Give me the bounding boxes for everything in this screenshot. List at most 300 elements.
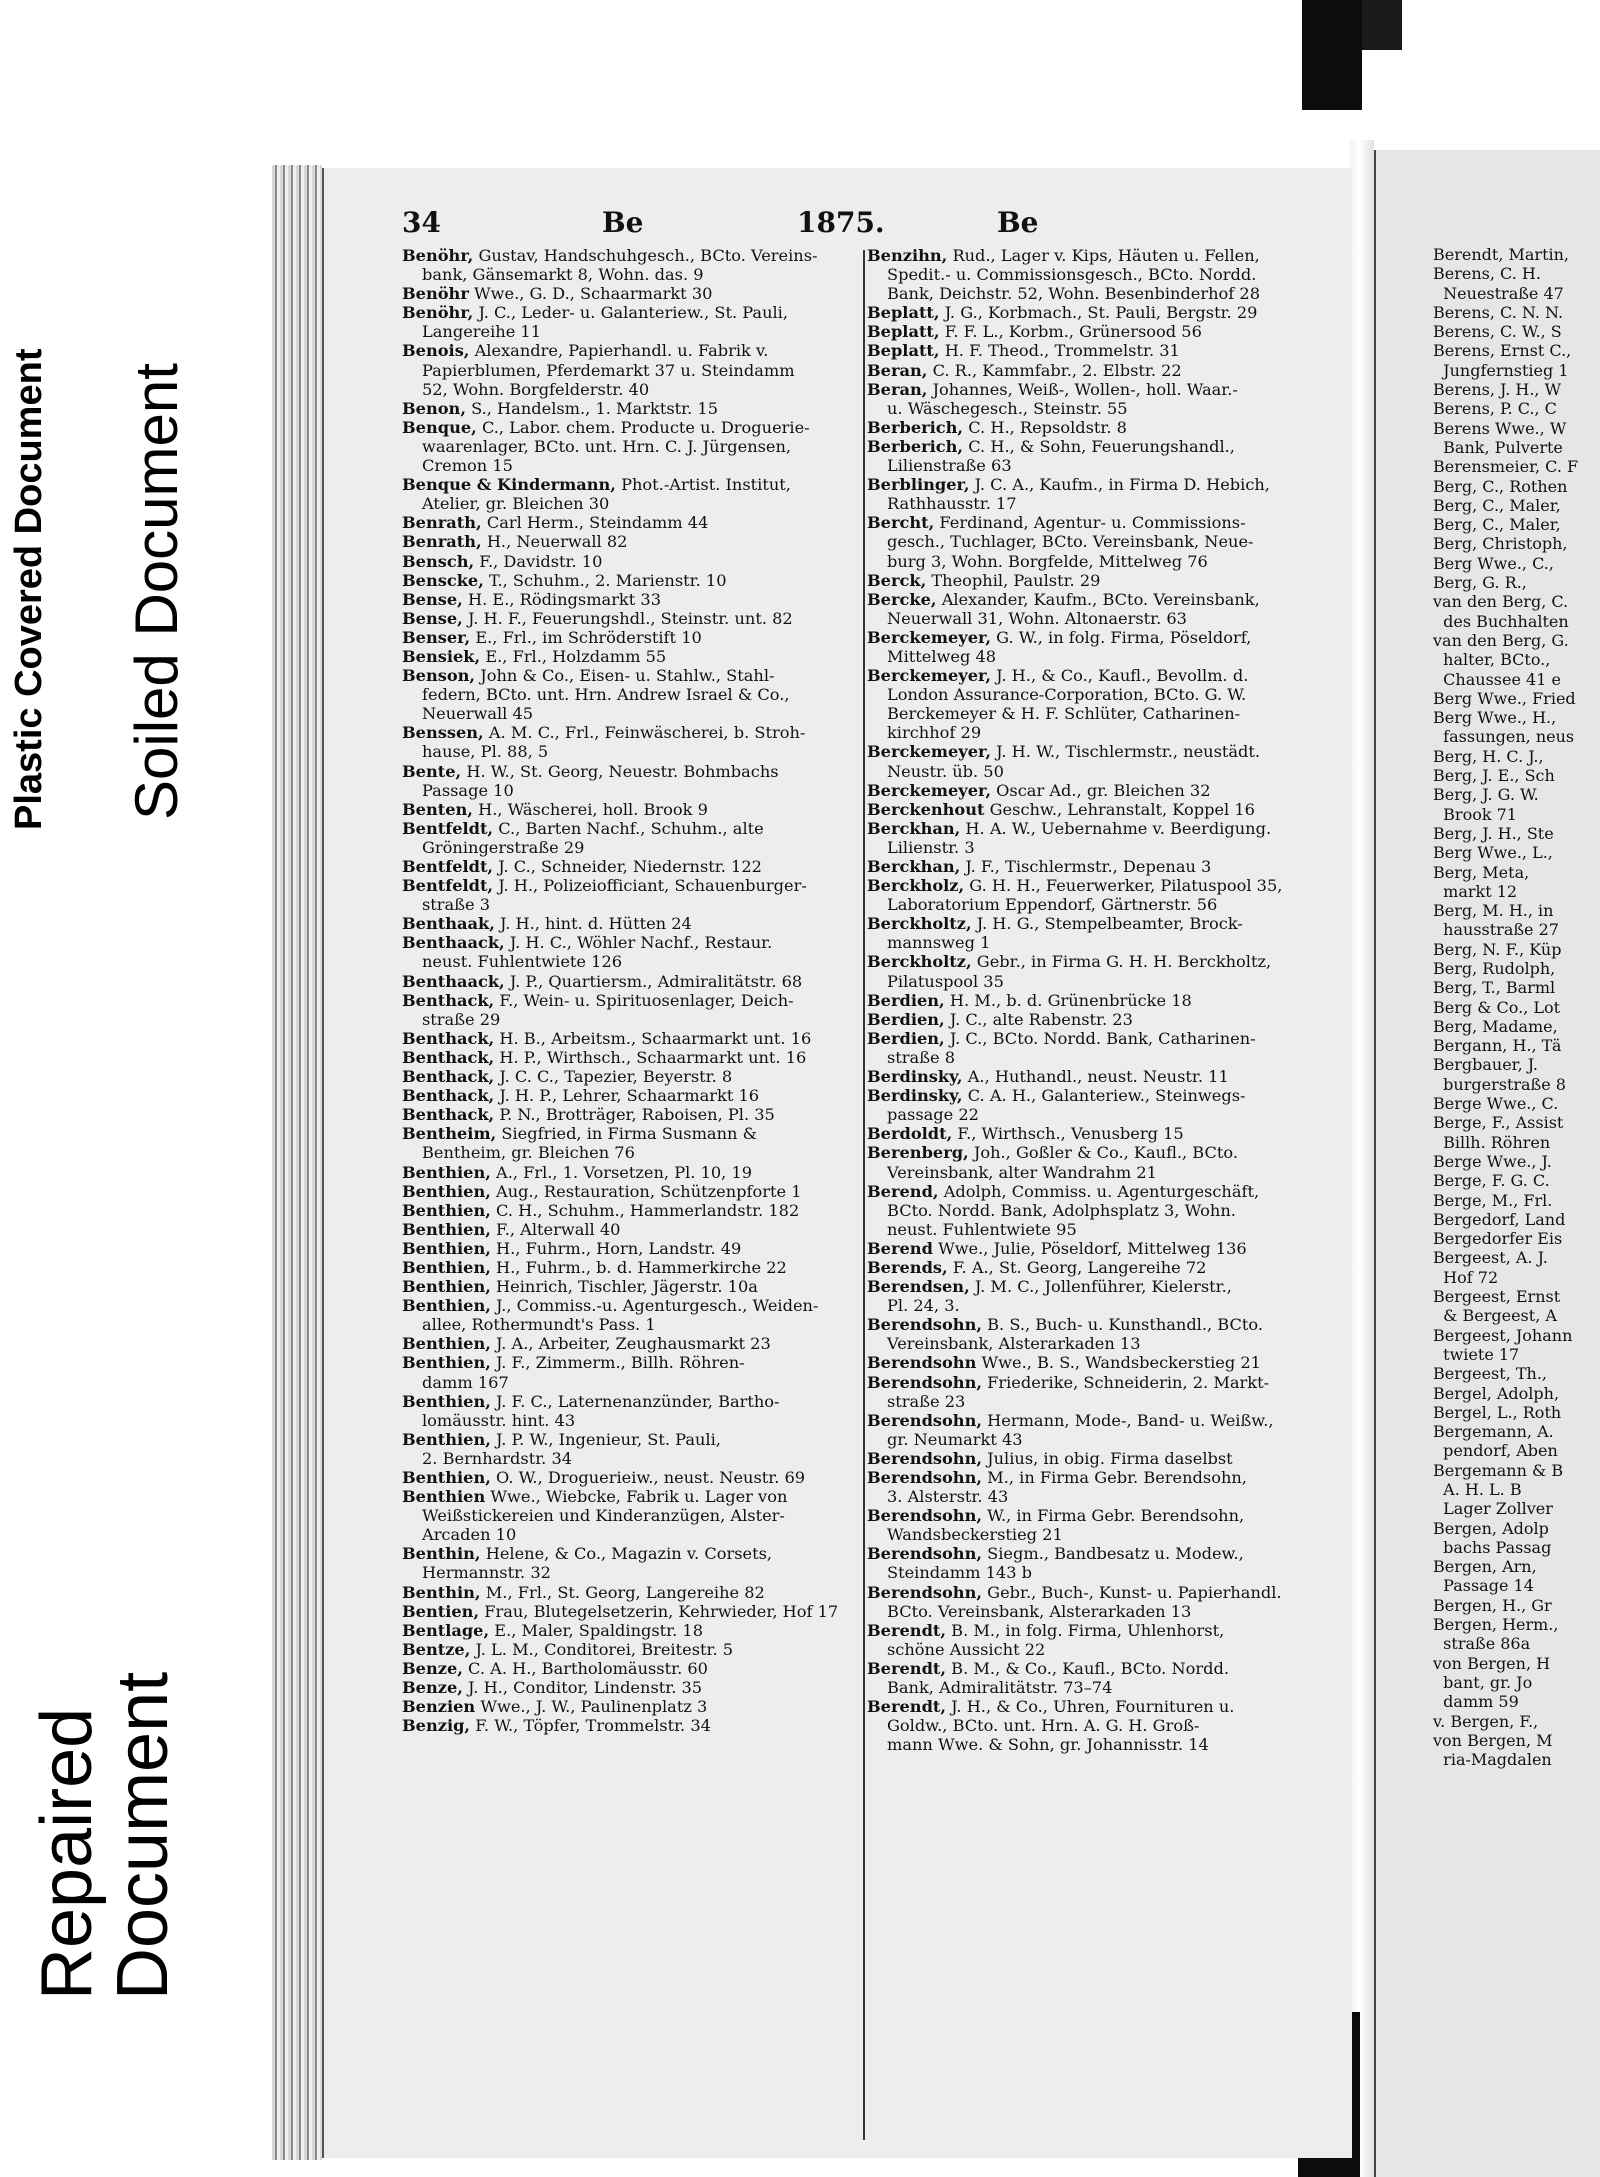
directory-entry bbox=[402, 800, 942, 819]
entry-text: Carl Herm., Steindamm 44 bbox=[486, 513, 709, 533]
directory-entry bbox=[867, 1353, 1317, 1372]
entry-text: bank, Gänsemarkt 8, Wohn. das. 9 bbox=[422, 265, 704, 285]
entry-text: F. W., Töpfer, Trommelstr. 34 bbox=[475, 1716, 711, 1736]
entry-text: E., Maler, Spaldingstr. 18 bbox=[494, 1620, 704, 1640]
adjacent-page-line: Passage 14 bbox=[1433, 1576, 1534, 1596]
entry-name: Beran, bbox=[867, 379, 928, 399]
entry-text: mann Wwe. & Sohn, gr. Johannisstr. 14 bbox=[887, 1735, 1209, 1755]
entry-name: Bercke, bbox=[867, 589, 937, 609]
adjacent-page-line: von Bergen, H bbox=[1433, 1653, 1551, 1673]
directory-entry bbox=[867, 1544, 1317, 1582]
entry-text: Oscar Ad., gr. Bleichen 32 bbox=[996, 780, 1211, 800]
entry-name: Benze, bbox=[402, 1658, 463, 1678]
entry-text: Berckemeyer & H. F. Schlüter, Catharinen- bbox=[887, 704, 1241, 724]
left-column bbox=[402, 246, 942, 2146]
entry-name: Benthien, bbox=[402, 1277, 491, 1297]
adjacent-page-line: halter, BCto., bbox=[1433, 650, 1551, 670]
entry-name: Benzig, bbox=[402, 1716, 471, 1736]
entry-name: Benthien, bbox=[402, 1296, 491, 1316]
binder-clip-top-shadow bbox=[1362, 0, 1402, 50]
adjacent-page-line: Berge, M., Frl. bbox=[1433, 1190, 1553, 1210]
entry-text: Wwe., B. S., Wandsbeckerstieg 21 bbox=[981, 1353, 1261, 1373]
directory-entry bbox=[867, 1010, 1317, 1029]
entry-name: Benthien, bbox=[402, 1200, 491, 1220]
entry-name: Berend, bbox=[867, 1181, 939, 1201]
entry-name: Berendsohn, bbox=[867, 1372, 982, 1392]
directory-entry bbox=[867, 418, 1317, 437]
adjacent-page-line: Bergemann, A. bbox=[1433, 1422, 1554, 1442]
entry-text: J. C., BCto. Nordd. Bank, Catharinen- bbox=[949, 1028, 1256, 1048]
entry-text: J. F. C., Laternenanzünder, Bartho- bbox=[496, 1391, 780, 1411]
entry-name: Benthack, bbox=[402, 1067, 495, 1087]
left-heading: Be bbox=[602, 206, 644, 239]
entry-text: Vereinsbank, Alsterarkaden 13 bbox=[887, 1334, 1141, 1354]
adjacent-page-line: damm 59 bbox=[1433, 1692, 1519, 1712]
directory-entry bbox=[402, 762, 942, 800]
adjacent-page-line: Berg, N. F., Küp bbox=[1433, 939, 1562, 959]
adjacent-page-line: twiete 17 bbox=[1433, 1344, 1520, 1364]
entry-name: Benthack, bbox=[402, 1028, 495, 1048]
entry-text: Alexandre, Papierhandl. u. Fabrik v. bbox=[474, 341, 769, 361]
directory-entry bbox=[402, 418, 942, 475]
directory-entry bbox=[402, 1430, 942, 1468]
directory-entry bbox=[402, 1640, 942, 1659]
entry-text: Neuerwall 31, Wohn. Altonaerstr. 63 bbox=[887, 608, 1187, 628]
directory-entry bbox=[867, 1067, 1317, 1086]
adjacent-page-line: Bergen, H., Gr bbox=[1433, 1595, 1552, 1615]
directory-entry bbox=[867, 341, 1317, 360]
entry-text: Gröningerstraße 29 bbox=[422, 837, 585, 857]
entry-text: S., Handelsm., 1. Marktstr. 15 bbox=[471, 398, 718, 418]
adjacent-page-line: Berens, C. H. bbox=[1433, 264, 1541, 284]
adjacent-page-line: Bergedorf, Land bbox=[1433, 1209, 1566, 1229]
entry-text: Weißstickereien und Kinderanzügen, Alster- bbox=[422, 1506, 785, 1526]
adjacent-page-line: Berg, J. E., Sch bbox=[1433, 766, 1555, 786]
directory-entry bbox=[402, 1659, 942, 1678]
entry-name: Benthien, bbox=[402, 1468, 491, 1487]
adjacent-page-line: Berg, Meta, bbox=[1433, 862, 1530, 882]
entry-name: Benssen, bbox=[402, 723, 484, 743]
entry-name: Berendsohn, bbox=[867, 1544, 982, 1564]
entry-text: B. M., & Co., Kaufl., BCto. Nordd. bbox=[951, 1658, 1229, 1678]
entry-name: Benten, bbox=[402, 799, 473, 819]
entry-text: J. G., Korbmach., St. Pauli, Bergstr. 29 bbox=[944, 303, 1258, 323]
directory-entry bbox=[867, 246, 1317, 303]
directory-entry bbox=[867, 1239, 1317, 1258]
directory-entry bbox=[867, 437, 1317, 475]
adjacent-page-line: Bergbauer, J. bbox=[1433, 1055, 1538, 1075]
entry-text: Bank, Admiralitätstr. 73–74 bbox=[887, 1678, 1113, 1698]
entry-text: Steindamm 143 b bbox=[887, 1563, 1033, 1583]
directory-entry bbox=[402, 1583, 942, 1602]
entry-name: Berdien, bbox=[867, 990, 945, 1010]
adjacent-page-line: burgerstraße 8 bbox=[1433, 1074, 1566, 1094]
entry-text: 52, Wohn. Borgfelderstr. 40 bbox=[422, 379, 650, 399]
adjacent-page-line: Berg, H. C. J., bbox=[1433, 746, 1544, 766]
entry-name: Benöhr, bbox=[402, 246, 474, 265]
directory-entry bbox=[867, 1583, 1317, 1621]
adjacent-page-line: Berg, Rudolph, bbox=[1433, 958, 1556, 978]
adjacent-page bbox=[1374, 150, 1600, 2177]
directory-entry bbox=[402, 1086, 942, 1105]
entry-name: Benon, bbox=[402, 398, 466, 418]
adjacent-page-line: Brook 71 bbox=[1433, 804, 1517, 824]
entry-name: Berdoldt, bbox=[867, 1124, 953, 1144]
entry-text: J. C., alte Rabenstr. 23 bbox=[949, 1009, 1133, 1029]
right-column bbox=[867, 246, 1317, 2146]
entry-name: Berendsohn, bbox=[867, 1506, 982, 1526]
directory-entry bbox=[867, 742, 1317, 780]
entry-text: F., Wirthsch., Venusberg 15 bbox=[957, 1124, 1184, 1144]
directory-entry bbox=[402, 647, 942, 666]
entry-text: 2. Bernhardstr. 34 bbox=[422, 1448, 573, 1468]
page-number: 34 bbox=[402, 206, 441, 239]
directory-entry bbox=[867, 991, 1317, 1010]
directory-entry bbox=[402, 1124, 942, 1162]
entry-text: F., Alterwall 40 bbox=[496, 1219, 621, 1239]
entry-name: Berdien, bbox=[867, 1028, 945, 1048]
adjacent-page-line: Berendt, Martin, bbox=[1433, 245, 1569, 264]
adjacent-page-line: bachs Passag bbox=[1433, 1537, 1552, 1557]
entry-name: Berckenhout bbox=[867, 799, 985, 819]
entry-text: W., in Firma Gebr. Berendsohn, bbox=[987, 1506, 1245, 1526]
adjacent-page-line: Berens, J. H., W bbox=[1433, 380, 1562, 400]
entry-text: Heinrich, Tischler, Jägerstr. 10a bbox=[496, 1277, 758, 1297]
entry-name: Bentheim, bbox=[402, 1124, 497, 1144]
directory-entry bbox=[867, 1411, 1317, 1449]
entry-text: Neuerwall 45 bbox=[422, 704, 534, 724]
directory-entry bbox=[867, 1143, 1317, 1181]
entry-text: Frau, Blutegelsetzerin, Kehrwieder, Hof 17 bbox=[484, 1601, 839, 1621]
entry-name: Benzihn, bbox=[867, 246, 948, 265]
directory-entry bbox=[867, 475, 1317, 513]
entry-name: Benthien, bbox=[402, 1162, 491, 1182]
directory-entry bbox=[867, 1315, 1317, 1353]
directory-entry bbox=[867, 800, 1317, 819]
entry-name: Bense, bbox=[402, 589, 463, 609]
adjacent-page-line: Bergeest, Johann bbox=[1433, 1325, 1573, 1345]
entry-text: hause, Pl. 88, 5 bbox=[422, 742, 549, 762]
directory-entry bbox=[867, 1124, 1317, 1143]
entry-text: A. M. C., Frl., Feinwäscherei, b. Stroh- bbox=[488, 723, 806, 743]
directory-entry bbox=[402, 1182, 942, 1201]
entry-text: C., Labor. chem. Producte u. Droguerie- bbox=[481, 417, 810, 437]
entry-name: Berckemeyer, bbox=[867, 742, 991, 762]
entry-text: Goldw., BCto. unt. Hrn. A. G. H. Groß- bbox=[887, 1716, 1200, 1736]
page-edges bbox=[272, 165, 322, 2160]
entry-text: J. L. M., Conditorei, Breitestr. 5 bbox=[475, 1639, 734, 1659]
entry-name: Benrath, bbox=[402, 532, 482, 552]
entry-name: Berckhan, bbox=[867, 857, 961, 876]
entry-text: F., Davidstr. 10 bbox=[479, 551, 603, 571]
adjacent-page-line: Berg & Co., Lot bbox=[1433, 997, 1561, 1017]
adjacent-page-line: A. H. L. B bbox=[1433, 1480, 1522, 1499]
adjacent-page-line: Bergemann & B bbox=[1433, 1460, 1564, 1480]
right-heading: Be bbox=[997, 206, 1039, 239]
entry-text: passage 22 bbox=[887, 1105, 979, 1125]
entry-text: Bentheim, gr. Bleichen 76 bbox=[422, 1143, 635, 1163]
entry-text: J. H. C., Wöhler Nachf., Restaur. bbox=[509, 933, 773, 953]
adjacent-page-line: v. Bergen, F., bbox=[1433, 1711, 1539, 1731]
adjacent-page-line: Jungfernstieg 1 bbox=[1433, 360, 1569, 380]
entry-name: Bentfeldt, bbox=[402, 857, 494, 876]
soiled-document-label: Soiled Document bbox=[123, 363, 190, 820]
entry-name: Beplatt, bbox=[867, 303, 940, 323]
entry-text: C. H., Schuhm., Hammerlandstr. 182 bbox=[496, 1200, 800, 1220]
entry-text: Pl. 24, 3. bbox=[887, 1296, 960, 1316]
entry-name: Benöhr, bbox=[402, 303, 474, 323]
entry-text: Theophil, Paulstr. 29 bbox=[931, 570, 1101, 590]
entry-name: Benthien, bbox=[402, 1181, 491, 1201]
entry-name: Berendsohn, bbox=[867, 1410, 982, 1430]
directory-entry bbox=[402, 1697, 942, 1716]
directory-entry bbox=[402, 972, 942, 991]
adjacent-page-line: Neuestraße 47 bbox=[1433, 283, 1564, 303]
entry-name: Berckholtz, bbox=[867, 952, 972, 972]
entry-text: mannsweg 1 bbox=[887, 933, 991, 953]
directory-entry bbox=[402, 1716, 942, 1735]
adjacent-page-line: Berg Wwe., H., bbox=[1433, 708, 1557, 728]
directory-entry bbox=[402, 1468, 942, 1487]
entry-text: P. N., Brotträger, Raboisen, Pl. 35 bbox=[499, 1105, 775, 1125]
entry-text: gr. Neumarkt 43 bbox=[887, 1429, 1023, 1449]
entry-text: J. H., Conditor, Lindenstr. 35 bbox=[468, 1678, 703, 1698]
directory-entry bbox=[402, 399, 942, 418]
entry-text: F. F. L., Korbm., Grünersood 56 bbox=[944, 322, 1202, 342]
adjacent-page-line: Berensmeier, C. F bbox=[1433, 457, 1579, 477]
adjacent-page-line: Bergeest, Ernst bbox=[1433, 1287, 1561, 1307]
entry-name: Bensiek, bbox=[402, 646, 481, 666]
entry-text: H., Fuhrm., b. d. Hammerkirche 22 bbox=[496, 1257, 787, 1277]
directory-entry bbox=[867, 322, 1317, 341]
entry-text: gesch., Tuchlager, BCto. Vereinsbank, Neue- bbox=[887, 532, 1254, 552]
entry-text: Neustr. üb. 50 bbox=[887, 761, 1004, 781]
directory-entry bbox=[402, 1487, 942, 1544]
directory-entry bbox=[402, 1678, 942, 1697]
entry-text: C. A. H., Bartholomäusstr. 60 bbox=[468, 1658, 708, 1678]
entry-text: London Assurance-Corporation, BCto. G. W. bbox=[887, 685, 1247, 705]
entry-text: Geschw., Lehranstalt, Koppel 16 bbox=[989, 799, 1255, 819]
entry-text: Passage 10 bbox=[422, 780, 514, 800]
adjacent-page-line: Bergen, Herm., bbox=[1433, 1615, 1559, 1635]
adjacent-page-line: Berg, M. H., in bbox=[1433, 901, 1554, 921]
entry-text: J. H., Polizeiofficiant, Schauenburger- bbox=[498, 876, 807, 896]
entry-text: J. H., & Co., Kaufl., Bevollm. d. bbox=[996, 666, 1249, 686]
entry-name: Berendsen, bbox=[867, 1277, 970, 1297]
directory-entry bbox=[402, 1353, 942, 1391]
entry-text: Vereinsbank, alter Wandrahm 21 bbox=[887, 1162, 1157, 1182]
directory-entry bbox=[402, 1602, 942, 1621]
directory-entry bbox=[402, 1048, 942, 1067]
entry-text: Johannes, Weiß-, Wollen-, holl. Waar.- bbox=[932, 379, 1238, 399]
entry-name: Benthack, bbox=[402, 1086, 495, 1106]
adjacent-page-line: Berge, F., Assist bbox=[1433, 1113, 1564, 1133]
entry-name: Beplatt, bbox=[867, 341, 940, 361]
directory-entry bbox=[867, 1697, 1317, 1754]
entry-name: Berenberg, bbox=[867, 1143, 969, 1163]
entry-text: J. H., & Co., Uhren, Fournituren u. bbox=[951, 1697, 1235, 1717]
directory-entry bbox=[402, 246, 942, 284]
adjacent-page-line: Berg, J. G. W. bbox=[1433, 785, 1539, 805]
directory-entry bbox=[402, 341, 942, 398]
directory-entry bbox=[402, 1105, 942, 1124]
entry-name: Berendt, bbox=[867, 1658, 947, 1678]
directory-entry bbox=[867, 361, 1317, 380]
entry-name: Beran, bbox=[867, 360, 928, 380]
entry-name: Benthien, bbox=[402, 1257, 491, 1277]
entry-name: Benthien, bbox=[402, 1238, 491, 1258]
entry-name: Berdinsky, bbox=[867, 1086, 963, 1106]
entry-name: Benthack, bbox=[402, 990, 495, 1010]
entry-name: Benthaak, bbox=[402, 914, 495, 934]
adjacent-page-line: Berge Wwe., C. bbox=[1433, 1094, 1559, 1114]
entry-name: Benque, bbox=[402, 417, 477, 437]
entry-text: C. H., & Sohn, Feuerungshandl., bbox=[968, 436, 1235, 456]
directory-entry bbox=[867, 1373, 1317, 1411]
entry-name: Berck, bbox=[867, 570, 927, 590]
entry-name: Berdien, bbox=[867, 1009, 945, 1029]
entry-text: neust. Fuhlentwiete 126 bbox=[422, 952, 623, 972]
directory-entry bbox=[867, 1086, 1317, 1124]
entry-text: John & Co., Eisen- u. Stahlw., Stahl- bbox=[480, 666, 775, 686]
entry-text: BCto. Vereinsbank, Alsterarkaden 13 bbox=[887, 1601, 1192, 1621]
entry-name: Berckholz, bbox=[867, 876, 965, 896]
directory-entry bbox=[402, 933, 942, 971]
directory-entry bbox=[402, 609, 942, 628]
adjacent-page-line: Bergel, Adolph, bbox=[1433, 1383, 1560, 1403]
adjacent-page-line: Berge, F. G. C. bbox=[1433, 1171, 1550, 1191]
adjacent-page-line: van den Berg, C. bbox=[1433, 592, 1569, 612]
entry-text: Papierblumen, Pferdemarkt 37 u. Steindamm bbox=[422, 360, 795, 380]
adjacent-page-line: Bank, Pulverte bbox=[1433, 437, 1563, 457]
entry-name: Berckemeyer, bbox=[867, 780, 991, 800]
directory-entry bbox=[402, 1296, 942, 1334]
entry-name: Bente, bbox=[402, 761, 462, 781]
entry-text: J. C., Schneider, Niedernstr. 122 bbox=[498, 857, 762, 876]
binder-clip-top bbox=[1302, 0, 1362, 110]
entry-text: Mittelweg 48 bbox=[887, 646, 997, 666]
entry-name: Berendsohn, bbox=[867, 1582, 982, 1602]
directory-entry bbox=[402, 571, 942, 590]
entry-text: H., Fuhrm., Horn, Landstr. 49 bbox=[496, 1238, 742, 1258]
entry-name: Benöhr bbox=[402, 284, 469, 304]
entry-text: burg 3, Wohn. Borgfelde, Mittelweg 76 bbox=[887, 551, 1208, 571]
adjacent-page-line: Berens, P. C., C bbox=[1433, 399, 1557, 419]
adjacent-page-line: Lager Zollver bbox=[1433, 1499, 1553, 1519]
entry-text: Atelier, gr. Bleichen 30 bbox=[422, 494, 610, 514]
adjacent-page-line: Berge Wwe., J. bbox=[1433, 1151, 1552, 1171]
entry-text: J. P., Quartiersm., Admiralitätstr. 68 bbox=[509, 971, 803, 991]
entry-text: M., in Firma Gebr. Berendsohn, bbox=[987, 1468, 1247, 1487]
directory-entry bbox=[402, 628, 942, 647]
entry-text: H., Wäscherei, holl. Brook 9 bbox=[478, 799, 708, 819]
entry-text: straße 3 bbox=[422, 895, 491, 915]
adjacent-page-line: Berens, Ernst C., bbox=[1433, 341, 1572, 361]
entry-text: Wwe., J. W., Paulinenplatz 3 bbox=[480, 1697, 708, 1717]
entry-text: Phot.-Artist. Institut, bbox=[621, 475, 791, 495]
entry-text: J. H. W., Tischlermstr., neustädt. bbox=[996, 742, 1261, 762]
entry-text: straße 29 bbox=[422, 1009, 501, 1029]
directory-entry bbox=[402, 857, 942, 876]
entry-text: J. H. G., Stempelbeamter, Brock- bbox=[976, 914, 1243, 934]
entry-text: straße 8 bbox=[887, 1047, 956, 1067]
entry-name: Berberich, bbox=[867, 417, 964, 437]
entry-name: Benthin, bbox=[402, 1582, 481, 1602]
entry-text: C. H., Repsoldstr. 8 bbox=[968, 417, 1127, 437]
entry-name: Benser, bbox=[402, 627, 471, 647]
directory-entry bbox=[867, 590, 1317, 628]
entry-name: Benthien, bbox=[402, 1219, 491, 1239]
entry-text: Laboratorium Eppendorf, Gärtnerstr. 56 bbox=[887, 895, 1218, 915]
adjacent-page-line: Bergen, Adolp bbox=[1433, 1518, 1549, 1538]
entry-name: Benois, bbox=[402, 341, 470, 361]
directory-entry bbox=[867, 781, 1317, 800]
adjacent-page-line: Berg, J. H., Ste bbox=[1433, 823, 1554, 843]
entry-name: Benthack, bbox=[402, 1047, 495, 1067]
adjacent-page-line: Berens, C. N. N. bbox=[1433, 302, 1564, 322]
entry-text: H. A. W., Uebernahme v. Beerdigung. bbox=[965, 818, 1272, 838]
entry-text: Siegm., Bandbesatz u. Modew., bbox=[987, 1544, 1244, 1564]
adjacent-page-line: Chaussee 41 e bbox=[1433, 669, 1561, 689]
entry-text: lomäusstr. hint. 43 bbox=[422, 1410, 576, 1430]
entry-text: Rathhausstr. 17 bbox=[887, 494, 1017, 514]
adjacent-page-line: von Bergen, M bbox=[1433, 1730, 1553, 1750]
adjacent-page-line: Berens Wwe., W bbox=[1433, 418, 1567, 438]
entry-text: Aug., Restauration, Schützenpforte 1 bbox=[496, 1181, 802, 1201]
entry-text: J., Commiss.-u. Agenturgesch., Weiden- bbox=[496, 1296, 819, 1316]
adjacent-page-line: Bergel, L., Roth bbox=[1433, 1402, 1562, 1422]
entry-name: Berckemeyer, bbox=[867, 627, 991, 647]
directory-entry bbox=[402, 1544, 942, 1582]
entry-name: Bentfeldt, bbox=[402, 876, 494, 896]
entry-text: Friederike, Schneiderin, 2. Markt- bbox=[987, 1372, 1270, 1392]
adjacent-page-line: bant, gr. Jo bbox=[1433, 1672, 1533, 1692]
entry-name: Bentze, bbox=[402, 1639, 471, 1659]
directory-entry bbox=[867, 513, 1317, 570]
entry-text: u. Wäschegesch., Steinstr. 55 bbox=[887, 398, 1128, 418]
adjacent-page-line: Bergedorfer Eis bbox=[1433, 1229, 1563, 1249]
entry-name: Benthien, bbox=[402, 1429, 491, 1449]
directory-entry bbox=[402, 590, 942, 609]
entry-text: Alexander, Kaufm., BCto. Vereinsbank, bbox=[941, 589, 1260, 609]
entry-text: Gebr., Buch-, Kunst- u. Papierhandl. bbox=[987, 1582, 1282, 1602]
entry-text: straße 23 bbox=[887, 1391, 966, 1411]
adjacent-page-line: Berg Wwe., L., bbox=[1433, 843, 1553, 863]
entry-text: F., Wein- u. Spirituosenlager, Deich- bbox=[499, 990, 794, 1010]
entry-text: F. A., St. Georg, Langereihe 72 bbox=[952, 1257, 1207, 1277]
adjacent-page-line: straße 86a bbox=[1433, 1634, 1531, 1654]
adjacent-page-column bbox=[1433, 245, 1600, 1769]
directory-entry bbox=[867, 1506, 1317, 1544]
entry-name: Bentlage, bbox=[402, 1620, 490, 1640]
directory-entry bbox=[867, 571, 1317, 590]
directory-entry bbox=[402, 1220, 942, 1239]
entry-name: Benthack, bbox=[402, 1105, 495, 1125]
entry-text: Bank, Deichstr. 52, Wohn. Besenbinderhof 28 bbox=[887, 284, 1261, 304]
adjacent-page-line: Berg, C., Maler, bbox=[1433, 515, 1561, 535]
entry-text: Wandsbeckerstieg 21 bbox=[887, 1525, 1063, 1545]
entry-text: BCto. Nordd. Bank, Adolphsplatz 3, Wohn. bbox=[887, 1200, 1236, 1220]
entry-text: Wwe., Julie, Pöseldorf, Mittelweg 136 bbox=[938, 1238, 1247, 1258]
entry-text: J. C. C., Tapezier, Beyerstr. 8 bbox=[499, 1067, 733, 1087]
adjacent-page-line: ria-Magdalen bbox=[1433, 1750, 1552, 1770]
entry-text: J. H., hint. d. Hütten 24 bbox=[499, 914, 692, 934]
directory-entry bbox=[867, 1182, 1317, 1239]
adjacent-page-line: Bergen, Arn, bbox=[1433, 1557, 1537, 1577]
adjacent-page-line: Berg, Madame, bbox=[1433, 1016, 1558, 1036]
entry-name: Berendsohn, bbox=[867, 1468, 982, 1487]
entry-text: H. W., St. Georg, Neuestr. Bohmbachs bbox=[466, 761, 779, 781]
